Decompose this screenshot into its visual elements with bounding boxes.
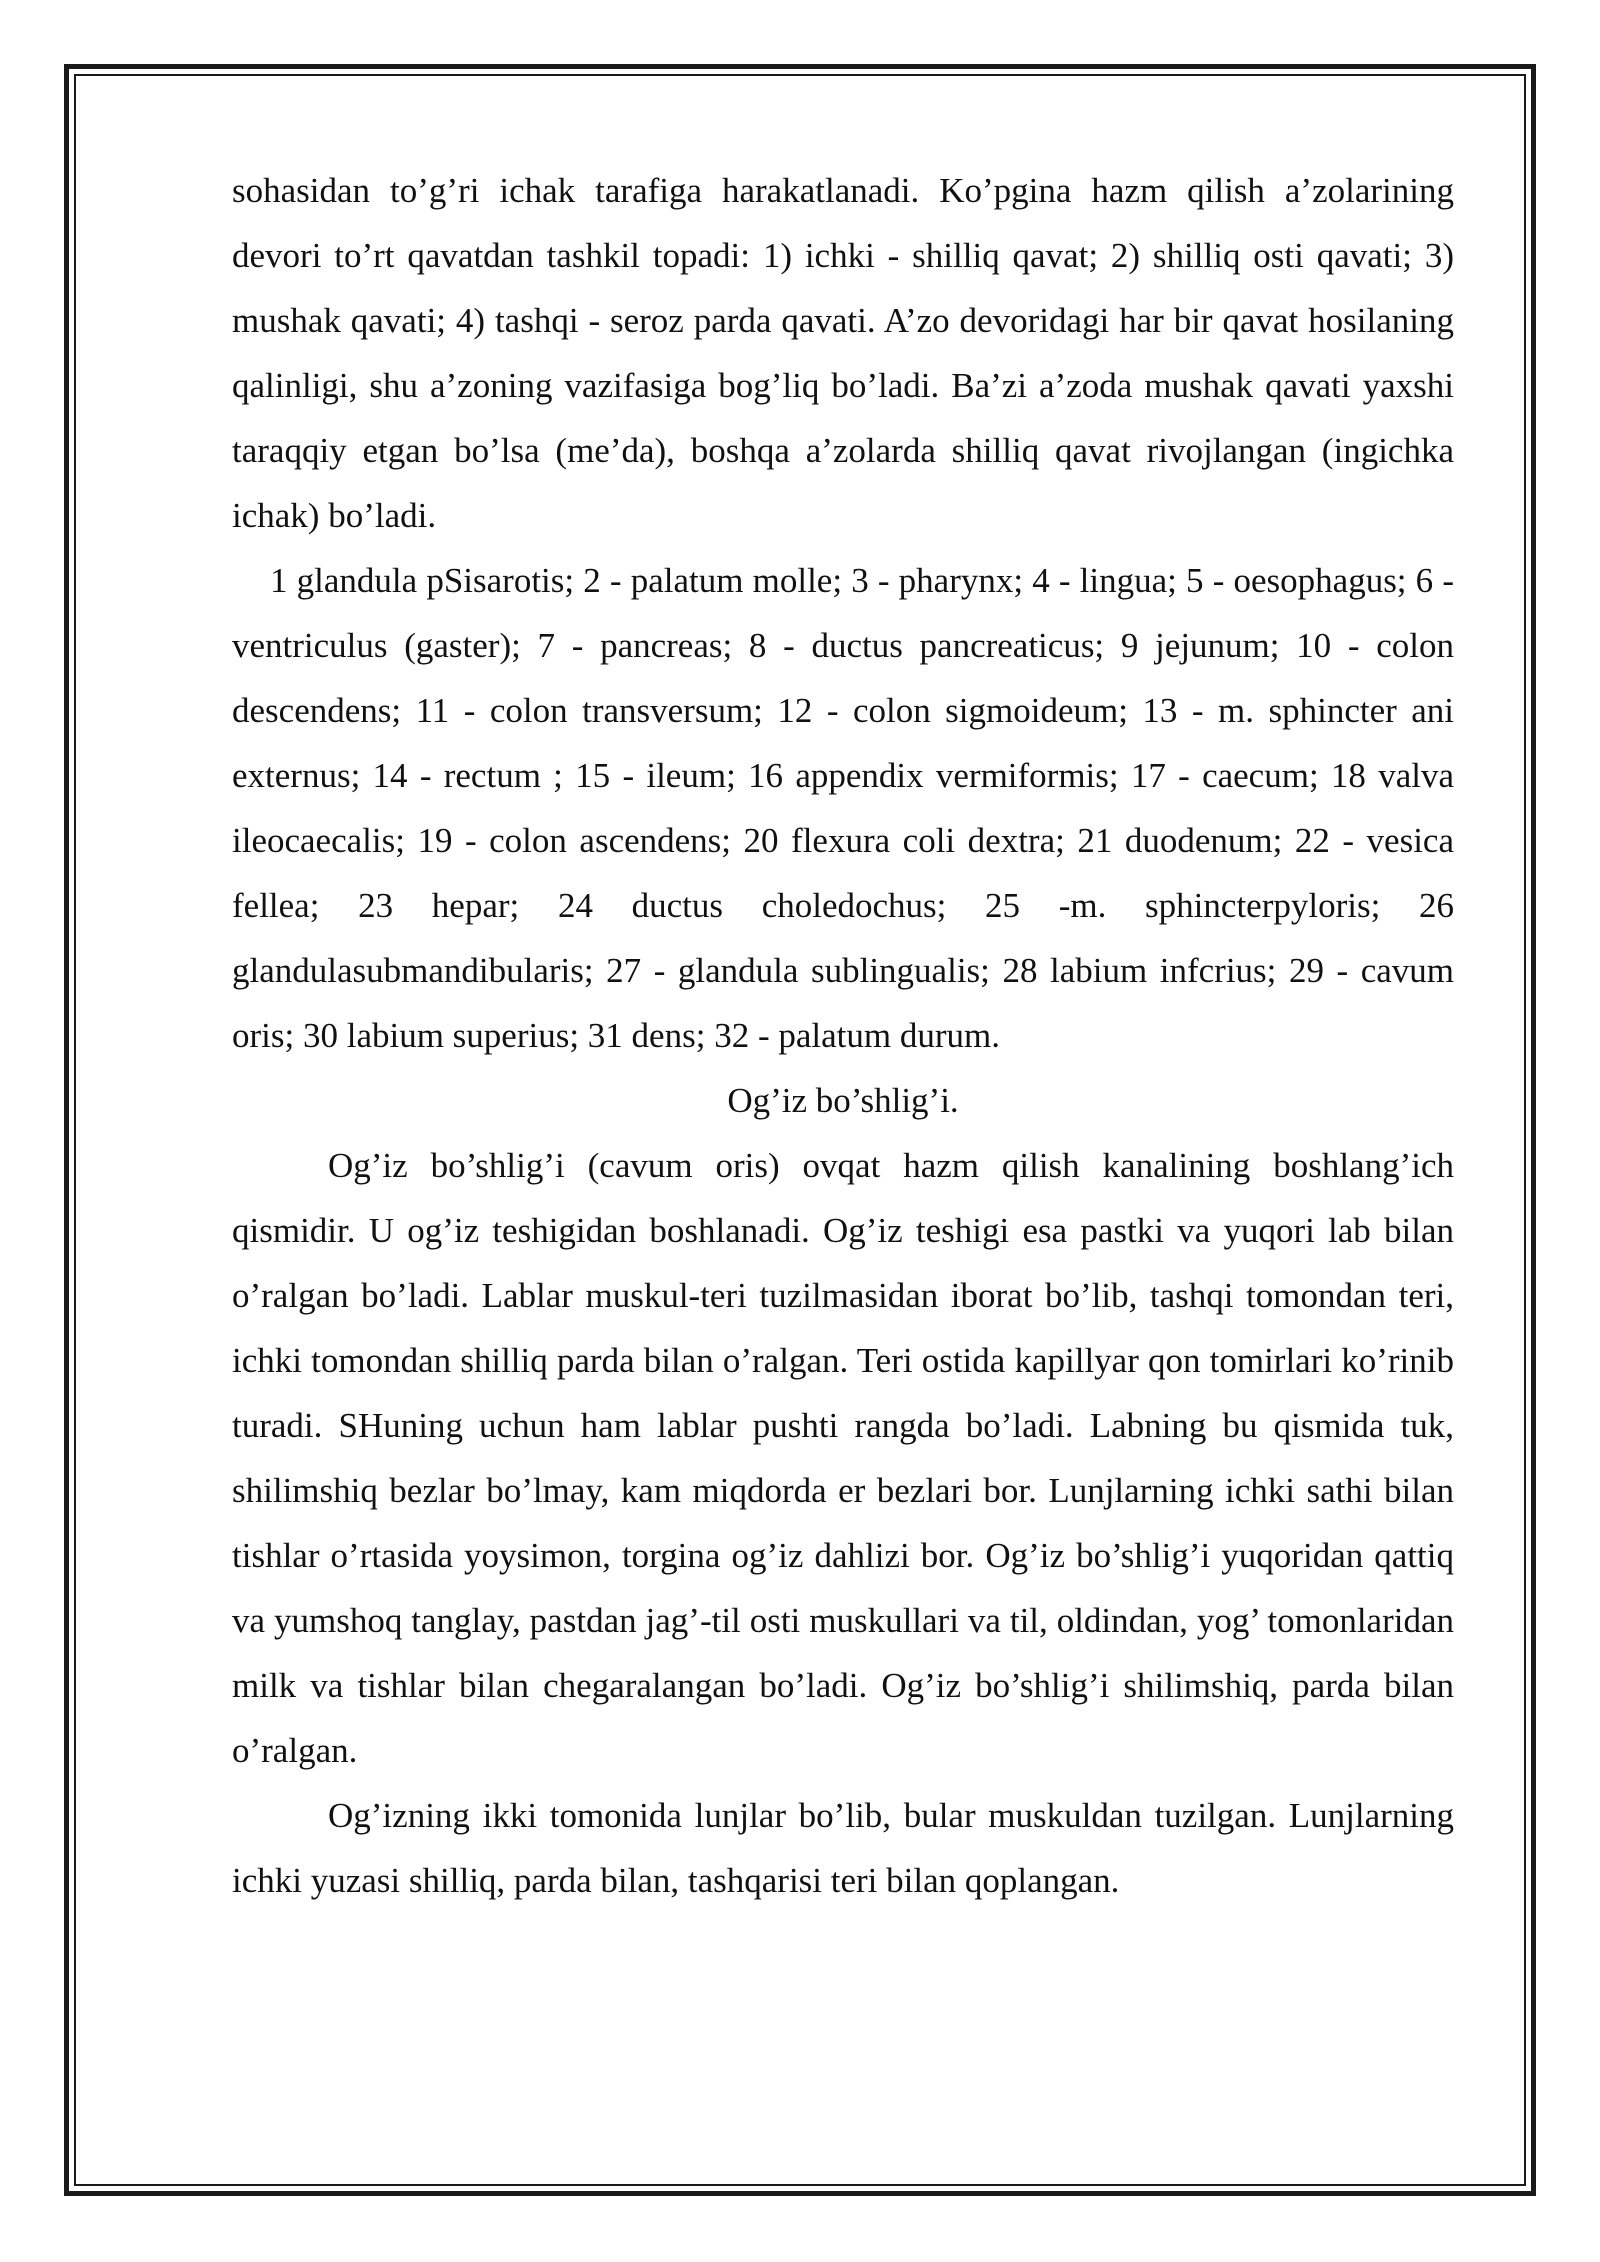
body-paragraph: Og’iz bo’shlig’i (cavum oris) ovqat hazm qilish kanalining boshlang’ich qismidir. U og’iz teshigidan boshlanadi. Og’iz teshigi esa pastki va yuqori lab bilan o’ralgan bo’ladi. Lablar muskul-teri tuzilmasidan iborat bo’lib, tashqi tomondan teri, ichki tomondan shilliq parda bilan o’ralgan. Teri ostida kapillyar qon tomirlari ko’rinib turadi. SHuning uchun ham lablar pushti rangda bo’ladi. Labning bu qismida tuk, shilimshiq bezlar bo’lmay, kam miqdorda er bezlari bor. Lunjlarning ichki sathi bilan tishlar o’rtasida yoysimon, torgina og’iz dahlizi bor. Og’iz bo’shlig’i yuqoridan qattiq va yumshoq tanglay, pastdan jag’-til osti muskullari va til, oldindan, yog’ tomonlaridan milk va tishlar bilan chegaralangan bo’ladi. Og’iz bo’shlig’i shilimshiq, parda bilan o’ralgan. xyxy=(232,1146,1454,1770)
document-body xyxy=(232,158,1454,1913)
body-paragraph: sohasidan to’g’ri ichak tarafiga harakatlanadi. Ko’pgina hazm qilish a’zolarining devori to’rt qavatdan tashkil topadi: 1) ichki - shilliq qavat; 2) shilliq osti qavati; 3) mushak qavati; 4) tashqi - seroz parda qavati. A’zo devoridagi har bir qavat hosilaning qalinligi, shu a’zoning vazifasiga bog’liq bo’ladi. Ba’zi a’zoda mushak qavati yaxshi taraqqiy etgan bo’lsa (me’da), boshqa a’zolarda shilliq qavat rivojlangan (ingichka ichak) bo’ladi. xyxy=(232,171,1454,535)
page-border-inner xyxy=(74,74,1526,2186)
figure-legend: 1 glandula pSisarotis; 2 - palatum molle; 3 - pharynx; 4 - lingua; 5 - oesophagus; 6 - ventriculus (gaster); 7 - pancreas; 8 - ductus pancreaticus; 9 jejunum; 10 - colon descendens; 11 - colon transversum; 12 - colon sigmoideum; 13 - m. sphincter ani externus; 14 - rectum ; 15 - ileum; 16 appendix vermiformis; 17 - caecum; 18 valva ileocaecalis; 19 - colon ascendens; 20 flexura coli dextra; 21 duodenum; 22 - vesica fellea; 23 hepar; 24 ductus choledochus; 25 -m. sphincterpyloris; 26 glandulasubmandibularis; 27 - glandula sublingualis; 28 labium infcrius; 29 - cavum oris; 30 labium superius; 31 dens; 32 - palatum durum. xyxy=(232,561,1454,1055)
body-paragraph: Og’izning ikki tomonida lunjlar bo’lib, bular muskuldan tuzilgan. Lunjlarning ichki yuzasi shilliq, parda bilan, tashqarisi teri bilan qoplangan. xyxy=(232,1796,1454,1900)
section-heading: Og’iz bo’shlig’i. xyxy=(727,1081,959,1120)
page-border xyxy=(64,64,1536,2196)
